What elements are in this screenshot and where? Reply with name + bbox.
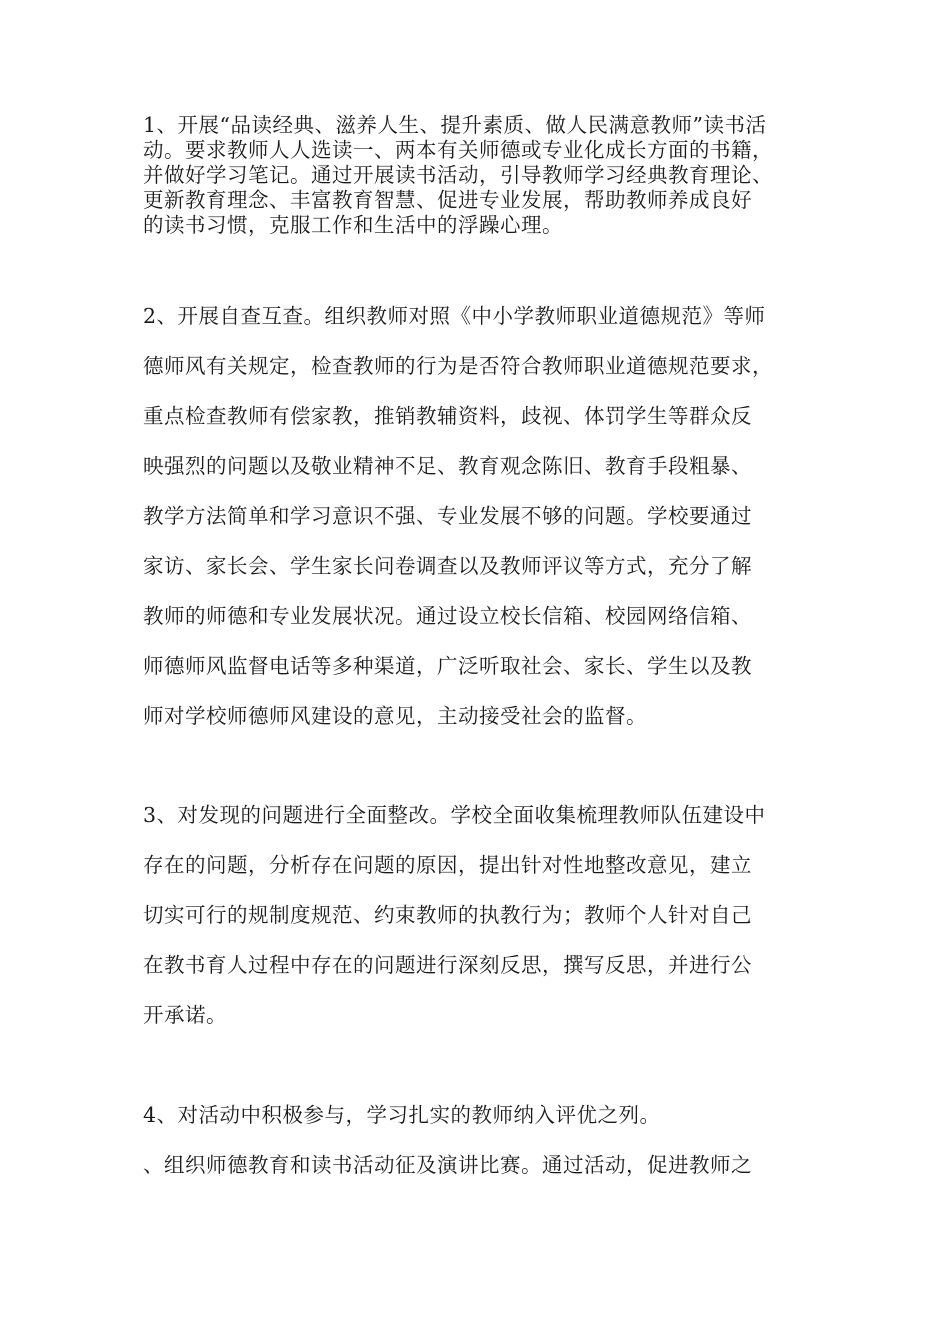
- paragraph-line: 开承诺。: [143, 1003, 227, 1027]
- paragraph-line: 教学方法简单和学习意识不强、专业发展不够的问题。学校要通过: [143, 504, 752, 528]
- paragraph-line: 4、对活动中积极参与，学习扎实的教师纳入评优之列。: [143, 1103, 661, 1127]
- paragraph-line: 师德师风监督电话等多种渠道，广泛听取社会、家长、学生以及教: [143, 654, 752, 678]
- paragraph-line: 映强烈的问题以及敬业精神不足、教育观念陈旧、教育手段粗暴、: [143, 454, 752, 478]
- paragraph-line: 德师风有关规定，检查教师的行为是否符合教师职业道德规范要求，: [143, 354, 773, 378]
- paragraph-line: 更新教育理念、丰富教育智慧、促进专业发展，帮助教师养成良好: [143, 188, 752, 212]
- paragraph-line: 存在的问题，分析存在问题的原因，提出针对性地整改意见，建立: [143, 853, 752, 877]
- paragraph-line: 切实可行的规制度规范、约束教师的执教行为；教师个人针对自己: [143, 903, 752, 927]
- paragraph-line: 、组织师德教育和读书活动征及演讲比赛。通过活动，促进教师之: [143, 1153, 752, 1177]
- paragraph-line: 3、对发现的问题进行全面整改。学校全面收集梳理教师队伍建设中: [143, 803, 766, 827]
- paragraph-line: 动。要求教师人人选读一、两本有关师德或专业化成长方面的书籍，: [143, 138, 773, 162]
- paragraph-line: 师对学校师德师风建设的意见，主动接受社会的监督。: [143, 704, 647, 728]
- paragraph-line: 家访、家长会、学生家长问卷调查以及教师评议等方式，充分了解: [143, 554, 752, 578]
- paragraph-line: 的读书习惯，克服工作和生活中的浮躁心理。: [143, 213, 563, 237]
- paragraph-line: 1、开展“品读经典、滋养人生、提升素质、做人民满意教师”读书活: [143, 113, 767, 137]
- paragraph-line: 教师的师德和专业发展状况。通过设立校长信箱、校园网络信箱、: [143, 604, 752, 628]
- paragraph-line: 在教书育人过程中存在的问题进行深刻反思，撰写反思，并进行公: [143, 953, 752, 977]
- paragraph-line: 并做好学习笔记。通过开展读书活动，引导教师学习经典教育理论、: [143, 163, 773, 187]
- paragraph-line: 2、开展自查互查。组织教师对照《中小学教师职业道德规范》等师: [143, 304, 766, 328]
- paragraph-line: 重点检查教师有偿家教，推销教辅资料，歧视、体罚学生等群众反: [143, 404, 752, 428]
